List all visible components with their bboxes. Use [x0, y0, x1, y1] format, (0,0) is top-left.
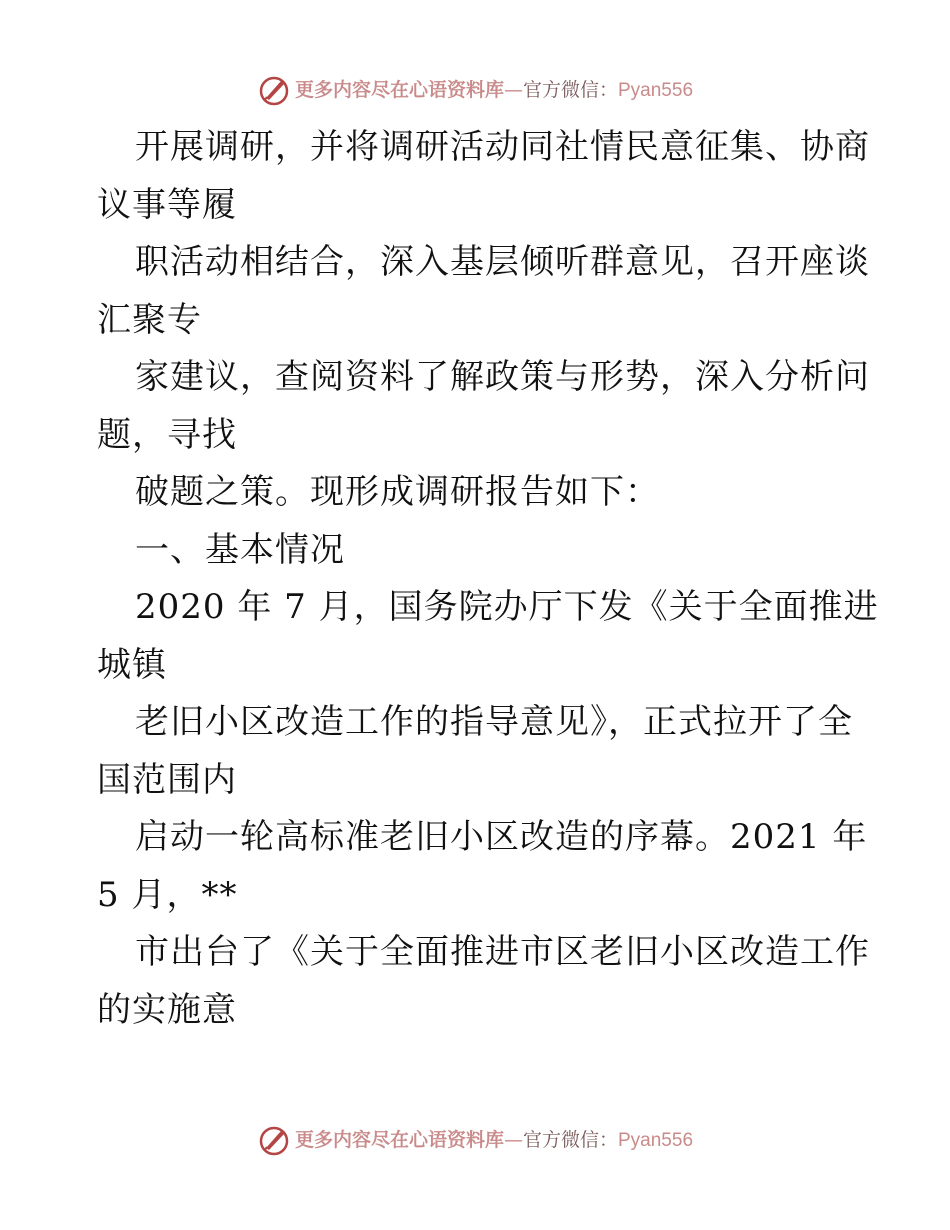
text-line: 市出台了《关于全面推进市区老旧小区改造工作: [135, 932, 870, 972]
header-banner: [0, 70, 950, 110]
header-wechat-label: 官方微信：: [522, 78, 618, 101]
text-line: 议事等履: [97, 184, 237, 225]
section-heading: 一、基本情况: [135, 529, 345, 570]
footer-wechat-label: 官方微信：: [522, 1128, 618, 1151]
footer-dash: —: [503, 1128, 523, 1151]
quill-logo-icon: [257, 73, 291, 107]
text-line: 开展调研，并将调研活动同社情民意征集、协商: [135, 127, 870, 167]
text-line: 汇聚专: [97, 299, 202, 340]
text-line: 老旧小区改造工作的指导意见》，正式拉开了全: [135, 702, 853, 742]
text-line: 2020 年 7 月，国务院办厅下发《关于全面推进: [135, 587, 879, 627]
text-line: 5 月，**: [97, 874, 238, 915]
text-line: 破题之策。现形成调研报告如下：: [135, 472, 660, 512]
header-dash: —: [503, 78, 523, 101]
text-line: 职活动相结合，深入基层倾听群意见，召开座谈: [135, 242, 870, 282]
header-wechat-id: Pyan556: [618, 79, 694, 101]
quill-logo-icon: [257, 1123, 291, 1157]
document-body: [97, 119, 879, 1039]
footer-wechat-id: Pyan556: [618, 1129, 694, 1151]
text-line: 题，寻找: [97, 414, 237, 455]
text-line: 城镇: [97, 644, 167, 685]
footer-site-name: 更多内容尽在心语资料库: [294, 1128, 504, 1151]
text-line: 启动一轮高标准老旧小区改造的序幕。2021 年: [135, 817, 868, 857]
text-line: 家建议，查阅资料了解政策与形势，深入分析问: [135, 357, 870, 397]
header-site-name: 更多内容尽在心语资料库: [294, 78, 504, 101]
text-line: 国范围内: [97, 759, 237, 800]
text-line: 的实施意: [97, 989, 237, 1030]
footer-banner: [0, 1120, 950, 1160]
